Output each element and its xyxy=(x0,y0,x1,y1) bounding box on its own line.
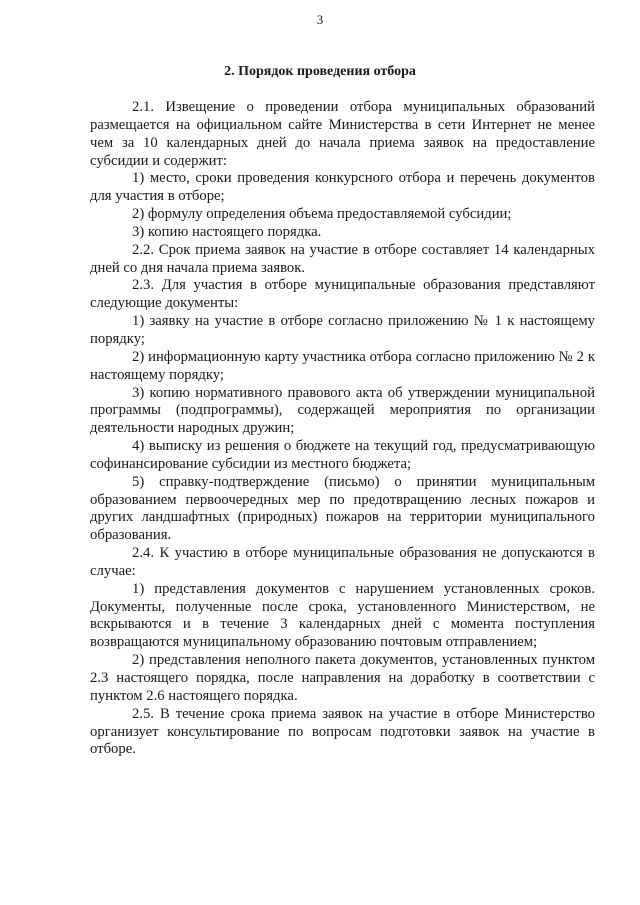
list-item: 1) заявку на участие в отборе согласно приложению № 1 к настоящему порядку; xyxy=(90,313,595,347)
list-item: 5) справку-подтверждение (письмо) о принятии муниципальным образованием первоочередных мер по предотвращению лесных пожаров и других ландшафтных (природных) пожаров на территории муниципального образования. xyxy=(90,473,595,544)
section-body xyxy=(90,99,595,759)
section-title: 2. Порядок проведения отбора xyxy=(224,64,416,79)
list-item: 1) представления документов с нарушением установленных сроков. Документы, полученные после срока, установленного Министерством, не вскрываются и в течение 3 календарных дней с момента поступления возвращаются муниципальному образованию почтовым отправлением; xyxy=(90,580,595,651)
list-item: 3) копию настоящего порядка. xyxy=(132,223,322,240)
page-number: 3 xyxy=(316,12,324,27)
paragraph-2-1: 2.1. Извещение о проведении отбора муниципальных образований размещается на официальном сайте Министерства в сети Интернет не менее чем за 10 календарных дней до начала приема заявок на предоставление субсидии и содержит: xyxy=(90,99,595,169)
paragraph-2-3: 2.3. Для участия в отборе муниципальные образования представляют следующие документы: xyxy=(90,277,595,312)
paragraph-2-5: 2.5. В течение срока приема заявок на участие в отборе Министерство организует консультирование по вопросам подготовки заявок на участие в отборе. xyxy=(90,705,595,758)
list-item: 2) формулу определения объема предоставляемой субсидии; xyxy=(132,206,512,223)
list-item: 2) информационную карту участника отбора согласно приложению № 2 к настоящему порядку; xyxy=(90,348,595,383)
paragraph-2-4: 2.4. К участию в отборе муниципальные образования не допускаются в случае: xyxy=(90,545,595,579)
list-item: 3) копию нормативного правового акта об утверждении муниципальной программы (подпрограммы), содержащей мероприятия по организации деятельности народных дружин; xyxy=(90,384,595,437)
list-item: 2) представления неполного пакета документов, установленных пунктом 2.3 настоящего порядка, после направления на доработку в соответствии с пунктом 2.6 настоящего порядка. xyxy=(90,652,595,704)
paragraph-2-2: 2.2. Срок приема заявок на участие в отборе составляет 14 календарных дней со дня начала приема заявок. xyxy=(90,241,595,276)
list-item: 1) место, сроки проведения конкурсного отбора и перечень документов для участия в отборе; xyxy=(90,170,595,205)
list-item: 4) выписку из решения о бюджете на текущий год, предусматривающую софинансирование субсидии из местного бюджета; xyxy=(90,438,595,472)
